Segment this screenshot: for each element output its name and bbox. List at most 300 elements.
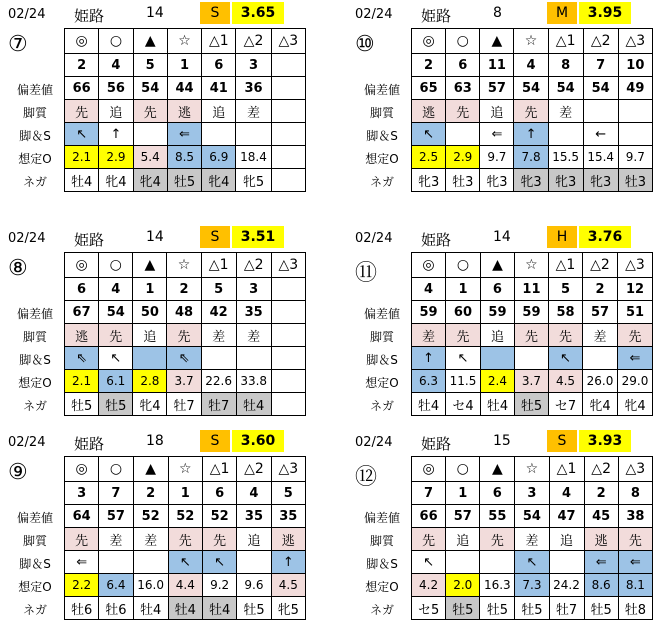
nega-cell: 牡8 [618, 597, 652, 620]
grid-row [65, 528, 306, 551]
odds-cell: 2.5 [412, 146, 446, 169]
race-grade: M [547, 2, 577, 24]
grid-row [412, 253, 653, 278]
row-label-kyakushitsu: 脚質 [22, 330, 47, 344]
horse-number-cell: 4 [412, 278, 446, 301]
odds-cell [271, 146, 305, 169]
grid-row [412, 146, 653, 169]
odds-cell: 9.6 [237, 574, 271, 597]
odds-cell: 2.1 [65, 370, 99, 393]
hensachi-cell: 57 [99, 505, 133, 528]
ashi-cell: ↖ [202, 551, 236, 574]
grid-row [412, 324, 653, 347]
ashi-cell [236, 347, 271, 370]
grid-row [412, 597, 653, 620]
hensachi-cell: 50 [133, 301, 167, 324]
nega-cell: 牡4 [202, 597, 236, 620]
odds-cell: 22.6 [201, 370, 236, 393]
odds-cell: 2.0 [446, 574, 480, 597]
grid-row [65, 169, 306, 192]
mark-cell: ◎ [65, 457, 99, 482]
style-cell [271, 324, 305, 347]
style-cell: 先 [617, 324, 652, 347]
style-cell: 先 [412, 528, 446, 551]
odds-cell: 7.3 [515, 574, 549, 597]
horse-number-cell: 7 [412, 482, 446, 505]
row-label-soutei: 想定O [18, 152, 52, 166]
row-label-soutei: 想定O [18, 580, 52, 594]
style-cell: 差 [583, 324, 618, 347]
ashi-cell: ↖ [515, 551, 549, 574]
horse-number-cell: 6 [480, 482, 515, 505]
mark-cell: ▲ [480, 253, 514, 278]
style-cell: 差 [236, 100, 271, 123]
horse-number-cell: 1 [168, 482, 202, 505]
ashi-cell: ⇐ [584, 551, 618, 574]
hensachi-cell: 45 [584, 505, 618, 528]
grid-row [65, 253, 306, 278]
ashi-cell [133, 123, 167, 146]
mark-cell: ▲ [133, 253, 167, 278]
nega-cell: 牝3 [583, 169, 618, 192]
mark-cell: ○ [99, 253, 133, 278]
grade-value: 3.93 [579, 430, 631, 452]
race-grid [411, 456, 653, 620]
row-label-hensachi: 偏差値 [16, 83, 53, 97]
ashi-cell [480, 551, 515, 574]
horse-number-cell: 3 [236, 54, 271, 77]
race-grid [411, 252, 653, 416]
row-label-hensachi: 偏差値 [363, 307, 400, 321]
row-label-ashi_s: 脚＆S [366, 353, 398, 367]
race-header [353, 2, 653, 26]
mark-cell: △3 [617, 253, 652, 278]
horse-number-cell: 1 [167, 54, 201, 77]
nega-cell: 牡4 [236, 393, 271, 416]
hensachi-cell: 60 [446, 301, 481, 324]
ashi-cell: ⇐ [167, 123, 201, 146]
style-cell [583, 100, 618, 123]
hensachi-cell: 65 [412, 77, 446, 100]
mark-cell: △3 [271, 29, 305, 54]
nega-cell: 牡4 [65, 169, 99, 192]
mark-cell: ▲ [480, 29, 514, 54]
race-date: 02/24 [355, 231, 393, 246]
horse-number-cell: 8 [548, 54, 583, 77]
hensachi-cell: 42 [201, 301, 236, 324]
grid-row [65, 393, 306, 416]
hensachi-cell: 54 [133, 77, 167, 100]
horse-number-cell: 4 [237, 482, 271, 505]
grid-row [65, 100, 306, 123]
style-cell [618, 100, 652, 123]
race-number: ⑩ [355, 32, 375, 57]
mark-cell: ○ [99, 29, 133, 54]
nega-cell: セ7 [548, 393, 582, 416]
odds-cell: 18.4 [236, 146, 271, 169]
mark-cell: △2 [236, 253, 271, 278]
race-grade: S [200, 2, 230, 24]
hensachi-cell: 59 [480, 301, 514, 324]
odds-cell [271, 370, 305, 393]
odds-cell: 2.2 [65, 574, 99, 597]
race-number: ⑫ [355, 465, 378, 490]
odds-cell: 5.4 [133, 146, 167, 169]
nega-cell: 牝3 [514, 169, 548, 192]
horse-number-cell: 6 [202, 482, 236, 505]
ashi-cell: ↖ [65, 123, 99, 146]
ashi-cell [271, 347, 305, 370]
grid-row [65, 324, 306, 347]
style-cell: 追 [480, 100, 514, 123]
odds-cell: 15.4 [583, 146, 618, 169]
ashi-cell [271, 123, 305, 146]
nega-cell: 牝4 [583, 393, 618, 416]
ashi-cell: ↖ [412, 551, 446, 574]
mark-cell: △3 [618, 457, 652, 482]
mark-cell: △3 [618, 29, 652, 54]
mark-cell: ☆ [168, 457, 202, 482]
nega-cell: 牡4 [480, 393, 514, 416]
race-header [6, 226, 306, 250]
ashi-cell [237, 551, 271, 574]
horse-number-cell: 8 [618, 482, 652, 505]
mark-cell: △3 [271, 457, 305, 482]
race-number: ⑨ [8, 460, 28, 485]
grid-row [412, 505, 653, 528]
race-number: ⑧ [8, 256, 28, 281]
grid-row [412, 551, 653, 574]
odds-cell: 2.1 [65, 146, 99, 169]
ashi-cell [446, 123, 480, 146]
grid-row [65, 278, 306, 301]
nega-cell: 牡5 [237, 597, 271, 620]
style-cell: 逃 [584, 528, 618, 551]
style-cell: 追 [133, 324, 167, 347]
style-cell: 先 [548, 324, 582, 347]
style-cell: 差 [236, 324, 271, 347]
horse-number-cell: 3 [515, 482, 549, 505]
hensachi-cell: 56 [99, 77, 133, 100]
nega-cell: 牝5 [236, 169, 271, 192]
mark-cell: △2 [236, 29, 271, 54]
odds-cell: 9.7 [480, 146, 514, 169]
nega-cell: 牡3 [446, 169, 480, 192]
nega-cell: 牡5 [167, 169, 201, 192]
grid-row [65, 482, 306, 505]
grid-row [412, 29, 653, 54]
grid-row [65, 457, 306, 482]
field-size: 18 [146, 433, 164, 449]
race-number: ⑪ [355, 261, 378, 286]
race-grid [64, 456, 306, 620]
ashi-cell: ⇐ [480, 123, 514, 146]
nega-cell: 牡5 [480, 597, 515, 620]
odds-cell: 16.0 [133, 574, 168, 597]
style-cell: 先 [133, 100, 167, 123]
nega-cell: 牡3 [618, 169, 652, 192]
race-date: 02/24 [8, 7, 46, 22]
ashi-cell: ← [583, 123, 618, 146]
horse-number-cell: 11 [480, 54, 514, 77]
nega-cell: 牝3 [548, 169, 583, 192]
nega-cell [271, 393, 305, 416]
nega-cell: 牡5 [515, 597, 549, 620]
race-number: ⑦ [8, 32, 28, 57]
ashi-cell [480, 347, 514, 370]
row-label-nega: ネガ [369, 175, 394, 189]
nega-cell: 牝3 [412, 169, 446, 192]
hensachi-cell: 41 [202, 77, 236, 100]
ashi-cell: ↖ [446, 347, 481, 370]
mark-cell: △1 [201, 253, 236, 278]
horse-number-cell: 2 [583, 278, 618, 301]
field-size: 8 [493, 5, 502, 21]
style-cell: 差 [412, 324, 446, 347]
horse-number-cell: 3 [65, 482, 99, 505]
horse-number-cell: 3 [236, 278, 271, 301]
field-size: 14 [146, 5, 164, 21]
odds-cell: 2.4 [480, 370, 514, 393]
nega-cell: セ5 [412, 597, 446, 620]
odds-cell: 9.7 [618, 146, 652, 169]
grid-row [65, 551, 306, 574]
horse-number-cell: 6 [65, 278, 99, 301]
grade-value: 3.60 [232, 430, 284, 452]
row-label-nega: ネガ [369, 603, 394, 617]
horse-number-cell: 1 [446, 482, 480, 505]
mark-cell: △2 [583, 29, 618, 54]
nega-cell [271, 169, 305, 192]
horse-number-cell: 7 [99, 482, 133, 505]
ashi-cell: ⇐ [65, 551, 99, 574]
field-size: 14 [493, 229, 511, 245]
horse-number-cell: 11 [514, 278, 548, 301]
mark-cell: △1 [548, 29, 583, 54]
hensachi-cell: 35 [271, 505, 305, 528]
ashi-cell: ↑ [271, 551, 305, 574]
grid-row [65, 146, 306, 169]
odds-cell: 2.9 [446, 146, 480, 169]
ashi-cell [236, 123, 271, 146]
ashi-cell: ↖ [99, 347, 133, 370]
horse-number-cell: 10 [618, 54, 652, 77]
hensachi-cell: 44 [167, 77, 201, 100]
odds-cell: 3.7 [167, 370, 201, 393]
style-cell: 先 [202, 528, 236, 551]
odds-cell: 6.3 [412, 370, 446, 393]
horse-number-cell: 6 [480, 278, 514, 301]
horse-number-cell: 1 [133, 278, 167, 301]
style-cell: 差 [99, 528, 133, 551]
hensachi-cell: 52 [133, 505, 168, 528]
hensachi-cell: 51 [617, 301, 652, 324]
odds-cell: 2.8 [133, 370, 167, 393]
race-place: 姫路 [421, 435, 452, 453]
race-grid [64, 28, 306, 192]
row-label-nega: ネガ [22, 399, 47, 413]
horse-number-cell: 12 [617, 278, 652, 301]
grade-value: 3.65 [232, 2, 284, 24]
ashi-cell: ↑ [514, 123, 548, 146]
race-header [353, 430, 653, 454]
odds-cell: 8.6 [584, 574, 618, 597]
row-label-hensachi: 偏差値 [16, 307, 53, 321]
horse-number-cell: 2 [65, 54, 99, 77]
grid-row [412, 301, 653, 324]
mark-cell: ○ [446, 253, 481, 278]
horse-number-cell: 5 [201, 278, 236, 301]
nega-cell: 牡5 [65, 393, 99, 416]
nega-cell: 牡5 [584, 597, 618, 620]
grid-row [65, 29, 306, 54]
style-cell: 先 [168, 528, 202, 551]
mark-cell: ◎ [65, 253, 99, 278]
hensachi-cell: 63 [446, 77, 480, 100]
race-grade: S [200, 430, 230, 452]
odds-cell: 4.5 [548, 370, 582, 393]
race-grade: S [547, 430, 577, 452]
style-cell: 追 [549, 528, 584, 551]
ashi-cell: ↖ [168, 551, 202, 574]
grid-row [412, 574, 653, 597]
horse-number-cell [271, 278, 305, 301]
nega-cell: 牝4 [133, 393, 167, 416]
odds-cell: 16.3 [480, 574, 515, 597]
mark-cell: ○ [446, 29, 480, 54]
style-cell: 追 [237, 528, 271, 551]
grid-row [412, 54, 653, 77]
nega-cell: 牡5 [446, 597, 480, 620]
style-cell: 先 [446, 100, 480, 123]
grade-value: 3.51 [232, 226, 284, 248]
field-size: 14 [146, 229, 164, 245]
grid-row [412, 278, 653, 301]
horse-number-cell: 2 [584, 482, 618, 505]
mark-cell: △1 [548, 253, 582, 278]
nega-cell: 牡7 [201, 393, 236, 416]
race-header [6, 430, 306, 454]
mark-cell: △2 [584, 457, 618, 482]
hensachi-cell [271, 301, 305, 324]
race-grade: H [547, 226, 577, 248]
style-cell: 差 [548, 100, 583, 123]
style-cell: 先 [514, 324, 548, 347]
grid-row [65, 597, 306, 620]
odds-cell: 6.1 [99, 370, 133, 393]
mark-cell: ○ [99, 457, 133, 482]
row-label-kyakushitsu: 脚質 [22, 106, 47, 120]
mark-cell: ◎ [412, 29, 446, 54]
hensachi-cell: 58 [548, 301, 582, 324]
row-label-kyakushitsu: 脚質 [22, 534, 47, 548]
grid-row [412, 528, 653, 551]
style-cell: 差 [201, 324, 236, 347]
grid-row [412, 123, 653, 146]
row-label-kyakushitsu: 脚質 [369, 106, 394, 120]
ashi-cell: ⇖ [167, 347, 201, 370]
style-cell: 逃 [412, 100, 446, 123]
odds-cell: 26.0 [583, 370, 618, 393]
ashi-cell [514, 347, 548, 370]
grid-row [412, 77, 653, 100]
style-cell: 先 [99, 324, 133, 347]
ashi-cell [201, 347, 236, 370]
style-cell: 追 [202, 100, 236, 123]
grid-row [412, 482, 653, 505]
grid-row [412, 370, 653, 393]
hensachi-cell: 54 [548, 77, 583, 100]
mark-cell: ▲ [133, 29, 167, 54]
nega-cell: 牡4 [133, 597, 168, 620]
field-size: 15 [493, 433, 511, 449]
grid-row [412, 393, 653, 416]
mark-cell: ☆ [514, 253, 548, 278]
hensachi-cell: 52 [202, 505, 236, 528]
hensachi-cell: 52 [168, 505, 202, 528]
grade-value: 3.95 [579, 2, 631, 24]
row-label-hensachi: 偏差値 [363, 83, 400, 97]
ashi-cell: ↖ [548, 347, 582, 370]
hensachi-cell: 35 [236, 301, 271, 324]
row-label-soutei: 想定O [365, 152, 399, 166]
odds-cell: 2.9 [99, 146, 133, 169]
row-label-ashi_s: 脚＆S [19, 353, 51, 367]
style-cell: 先 [514, 100, 548, 123]
mark-cell: ☆ [514, 29, 548, 54]
ashi-cell [202, 123, 236, 146]
ashi-cell [99, 551, 133, 574]
race-place: 姫路 [74, 7, 105, 25]
race-header [353, 226, 653, 250]
hensachi-cell: 47 [549, 505, 584, 528]
mark-cell: ☆ [167, 253, 201, 278]
hensachi-cell: 54 [515, 505, 549, 528]
horse-number-cell: 4 [549, 482, 584, 505]
row-label-nega: ネガ [22, 175, 47, 189]
hensachi-cell: 35 [237, 505, 271, 528]
horse-number-cell: 2 [133, 482, 168, 505]
hensachi-cell: 57 [583, 301, 618, 324]
grid-row [65, 370, 306, 393]
ashi-cell: ↑ [99, 123, 133, 146]
style-cell: 先 [480, 528, 515, 551]
style-cell: 逃 [167, 100, 201, 123]
hensachi-cell: 36 [236, 77, 271, 100]
hensachi-cell: 48 [167, 301, 201, 324]
row-label-ashi_s: 脚＆S [19, 129, 51, 143]
grid-row [65, 77, 306, 100]
horse-number-cell: 2 [167, 278, 201, 301]
race-grid [411, 28, 653, 192]
odds-cell: 33.8 [236, 370, 271, 393]
hensachi-cell: 55 [480, 505, 515, 528]
grid-row [412, 100, 653, 123]
mark-cell: △1 [549, 457, 584, 482]
odds-cell: 29.0 [617, 370, 652, 393]
grid-row [65, 347, 306, 370]
mark-cell: ◎ [412, 253, 446, 278]
grid-row [65, 505, 306, 528]
nega-cell: 牡7 [167, 393, 201, 416]
hensachi-cell: 66 [65, 77, 99, 100]
ashi-cell: ↑ [412, 347, 446, 370]
nega-cell: 牝5 [271, 597, 305, 620]
mark-cell: ◎ [412, 457, 446, 482]
odds-cell: 11.5 [446, 370, 481, 393]
odds-cell: 9.2 [202, 574, 236, 597]
race-date: 02/24 [355, 7, 393, 22]
